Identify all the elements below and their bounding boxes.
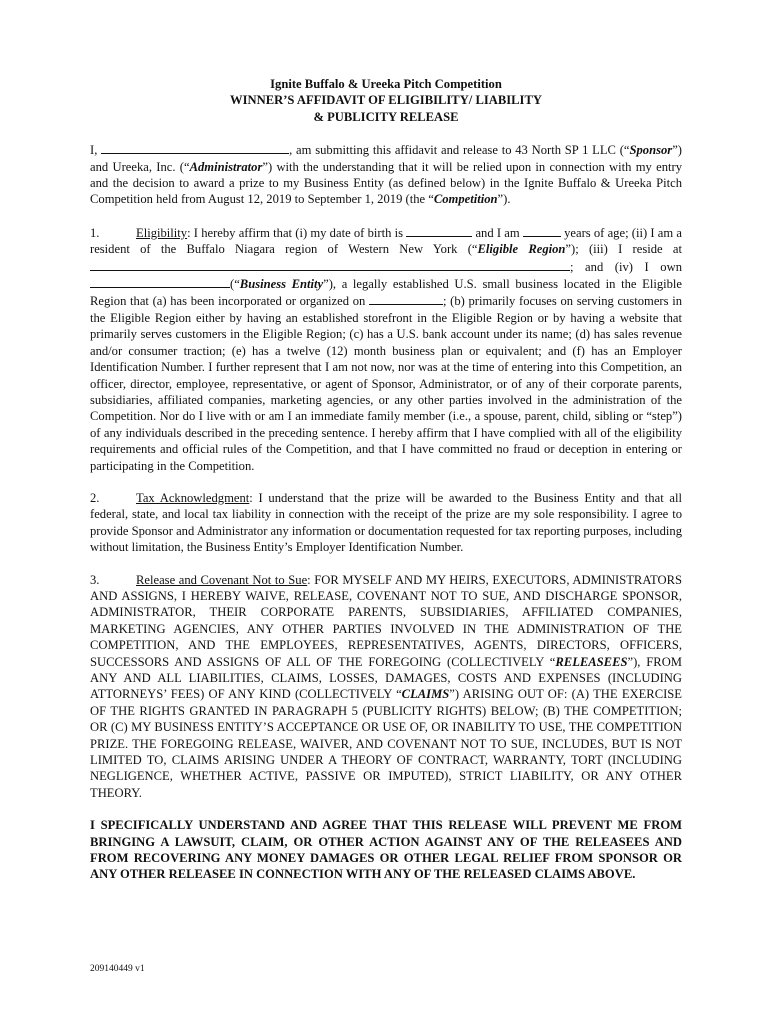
title-line-1: Ignite Buffalo & Ureeka Pitch Competition [270,77,502,91]
section-number: 2. [90,490,100,505]
title-line-2: WINNER’S AFFIDAVIT OF ELIGIBILITY/ LIABILITY [230,93,542,108]
document-title [90,76,682,125]
intro-text: ”) and Ureeka, Inc. (“ [90,143,682,174]
section-text: : I hereby affirm that (i) my date of birth is [187,225,407,240]
release-notice: I SPECIFICALLY UNDERSTAND AND AGREE THAT THIS RELEASE WILL PREVENT ME FROM BRINGING A LAWSUIT, CLAIM, OR OTHER ACTION AGAINST ANY OF THE RELEASEES AND FROM RECOVERING ANY MONEY DAMAGES OR OTHER LEGAL RELIEF FROM SPONSOR OR ANY OTHER RELEASEE IN CONNECTION WITH ANY OF THE RELEASED CLAIMS ABOVE. [90,818,682,882]
section-text: ”), FROM ANY AND ALL LIABILITIES, CLAIMS, LOSSES, DAMAGES, COSTS AND EXPENSES (INCLUDING ATTORNEYS’ FEES) OF ANY KIND (COLLECTIVELY “ [90,654,683,702]
section-text: years of age; (ii) I am a resident of the Buffalo Niagara region of Western New York (“ [90,225,683,257]
name-blank[interactable] [101,141,289,154]
intro-text: ”) with the understanding that it will be relied upon in connection with my entry and the decision to award a prize to my Business Entity (as defined below) in the Ignite Buffalo & Ureeka Pitch Competition held from August 12, 2019 to September 1, 2019 (the “ [90,159,682,207]
section-3-release [90,572,682,802]
document-page [90,76,682,883]
document-id: 209140449 v1 [90,964,145,974]
section-number: 3. [90,572,100,587]
section-heading: Release and Covenant Not to Sue [136,572,308,587]
section-text: ”) ARISING OUT OF: (A) THE EXERCISE OF THE RIGHTS GRANTED IN PARAGRAPH 5 (PUBLICITY RIGHTS) BELOW; (B) THE COMPETITION; OR (C) MY BUSINESS ENTITY’S ACCEPTANCE OR USE OF, OR INABILITY TO USE, THE COMPETITION PRIZE. THE FOREGOING RELEASE, WAIVER, AND COVENANT NOT TO SUE, INCLUDES, BUT IS NOT LIMITED TO, CLAIMS ARISING UNDER A THEORY OF CONTRACT, WARRANTY, TORT (INCLUDING NEGLIGENCE, WHETHER ACTIVE, PASSIVE OR IMPUTED), STRICT LIABILITY, OR ANY OTHER THEORY. [90,687,682,800]
sponsor-term: Sponsor [629,143,673,158]
residence-blank[interactable] [90,258,570,271]
intro-paragraph [90,141,682,208]
section-text: ; (b) primarily focuses on serving customers in the Eligible Region either by having an established storefront in the Eligible Region or by having a website that primarily serves customers in the Eligible Region; (c) has a U.S. bank account under its name; (d) has sales revenue and/or consumer traction; (e) has a twelve (12) month business plan or equivalent; and (f) has an Employer Identification Number. I further represent that I am not now, nor was at the time of entering into this Competition, an officer, director, employee, representative, or agent of Sponsor, Administrator, or of any of their corporate parents, subsidiaries, affiliated companies, marketing agencies, or any other parties involved in the administration of the Competition. Nor do I live with or am I an immediate family member (i.e., a spouse, parent, child, sibling or “step”) of any individuals described in the preceding sentence. I hereby affirm that I have complied with all of the eligibility requirements and official rules of the Competition, and that I have committed no fraud or deception in entering or participating in the Competition. [90,294,682,473]
section-text: ”), a legally established U.S. small business located in the Eligible Region that (a) has been incorporated or organized on [90,277,682,309]
competition-term: Competition [433,192,498,207]
age-blank[interactable] [523,224,561,237]
intro-text: , am submitting this affidavit and release to 43 North SP 1 LLC (“ [289,143,630,158]
date-of-birth-blank[interactable] [406,224,472,237]
section-number: 1. [90,225,100,240]
section-text: and I am [472,225,523,240]
incorporation-date-blank[interactable] [369,292,443,305]
section-heading: Tax Acknowledgment [136,490,250,505]
section-text: : I understand that the prize will be awarded to the Business Entity and that all federal, state, and local tax liability in connection with the receipt of the prize are my sole responsibility. I agree to provide Sponsor and Administrator any information or documentation requested for tax reporting purposes, including without limitation, the Business Entity’s Employer Identification Number. [90,490,683,555]
business-entity-term: Business Entity [239,277,324,292]
eligible-region-term: Eligible Region [477,242,566,257]
claims-term: CLAIMS [401,687,450,702]
business-name-blank[interactable] [90,275,230,288]
section-1-eligibility [90,224,682,474]
section-text: (“ [230,277,240,292]
section-2-tax [90,490,682,556]
section-text: : FOR MYSELF AND MY HEIRS, EXECUTORS, ADMINISTRATORS AND ASSIGNS, I HEREBY WAIVE, RELEASE, COVENANT NOT TO SUE, AND DISCHARGE SPONSOR, ADMINISTRATOR, THEIR CORPORATE PARENTS, SUBSIDIARIES, AFFILIATED COMPANIES, MARKETING AGENCIES, ANY OTHER PARTIES INVOLVED IN THE ADMINISTRATION OF THE COMPETITION, AND THE EMPLOYEES, REPRESENTATIVES, AGENTS, DIRECTORS, OFFICERS, SUCCESSORS AND ASSIGNS OF ALL OF THE FOREGOING (COLLECTIVELY “ [90,572,682,669]
section-heading: Eligibility [136,225,188,240]
administrator-term: Administrator [189,159,263,174]
releasees-term: RELEASEES [555,654,628,669]
section-text: ; and (iv) I own [570,259,682,274]
title-line-3: & PUBLICITY RELEASE [313,109,459,124]
intro-text: ”). [497,192,511,207]
intro-text: I, [90,143,102,158]
section-text: ”); (iii) I reside at [565,242,682,257]
